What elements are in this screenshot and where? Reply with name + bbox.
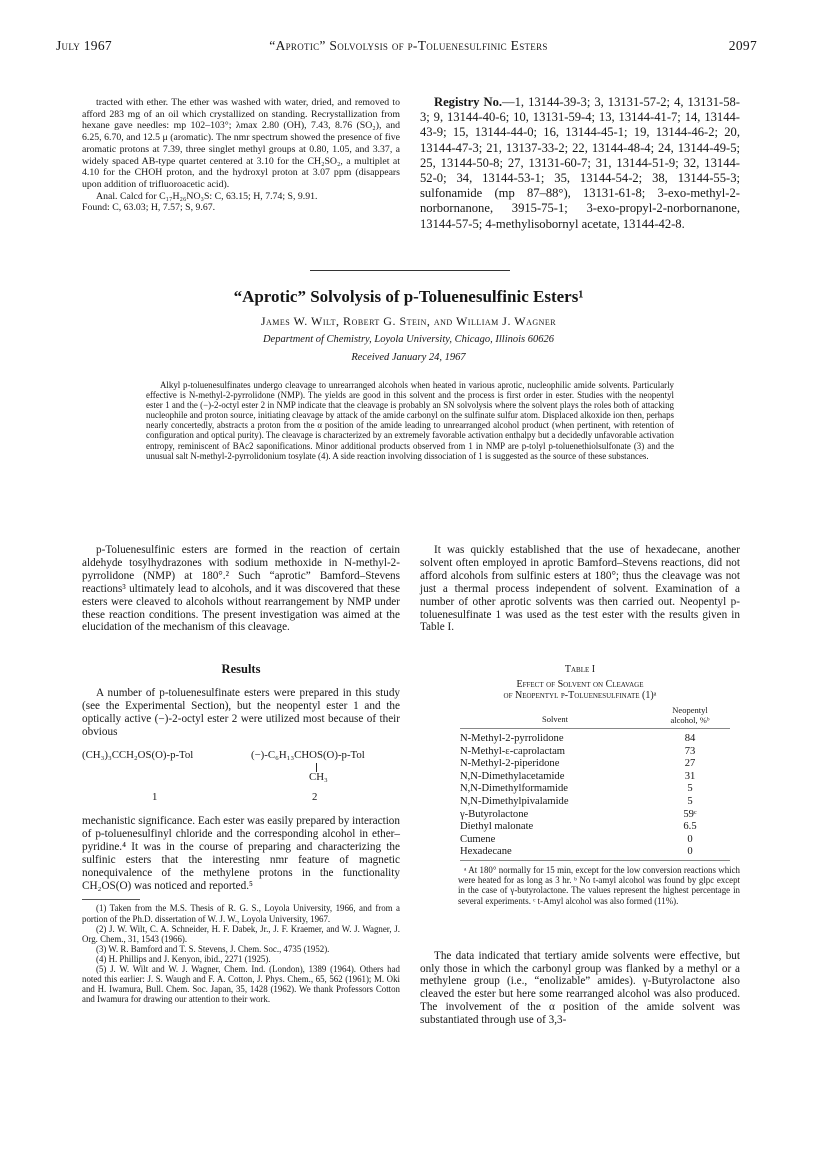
table-cell-yield: 5 bbox=[687, 783, 693, 795]
table-caption-line-2: of Neopentyl p-Toluenesulfinate (1)ᵃ bbox=[503, 690, 657, 702]
table-header-yield bbox=[650, 705, 730, 725]
table-header-rule bbox=[460, 728, 730, 729]
table-row bbox=[460, 744, 730, 757]
table-cell-yield: 84 bbox=[684, 732, 696, 744]
footnote-rule bbox=[82, 899, 140, 900]
table-caption-line-1: Effect of Solvent on Cleavage bbox=[516, 679, 644, 691]
analysis-found: Found: C, 63.03; H, 7.57; S, 9.67. bbox=[82, 202, 216, 214]
table-row bbox=[460, 731, 730, 744]
results-paragraph-1: A number of p-toluenesulfinate esters were prepared in this study (see the Experimental Section), but the neopentyl ester 1 and the optically active (−)-2-octyl ester 2 were utilized most because of their obvious bbox=[82, 687, 400, 739]
title-rule bbox=[310, 270, 510, 271]
received-date: Received January 24, 1967 bbox=[351, 352, 466, 363]
footnote-5: (5) J. W. Wilt and W. J. Wagner, Chem. Ind. (London), 1389 (1964). Others had noted this earlier: J. S. Waugh and F. A. Cotton, J. Phys. Chem., 65, 562 (1961); M. Oki and H. Iwamura, Bull. Chem. Soc. Japan, 35, 1428 (1962). We thank Professors Cotton and Iwamura for drawing our attention to their work. bbox=[82, 963, 400, 1005]
table-header-yield-2: alcohol, %ᵇ bbox=[670, 715, 710, 726]
article-title: “Aprotic” Solvolysis of p-Toluenesulfinic Esters¹ bbox=[233, 287, 584, 306]
abstract-text: Alkyl p-toluenesulfinates undergo cleavage to unrearranged alcohols when heated in various aprotic, nucleophilic amide solvents. Particularly effective is N-methyl-2-pyrrolidone (NMP). The yields are good in this solvent and the process is first order in ester. Studies with the neopentyl ester 1 and the (−)-2-octyl ester 2 in NMP indicate that the cleavage is probably an SN solvolysis where the solvent plays the roles both of attacking nucleophile and proton source, initiating cleavage by attack of the amide carbonyl on the sulfinate sulfur atom. Displaced alkoxide ion then, perhaps nearly concertedly, abstracts a proton from the α position of the amide leading to unrearranged alcohol product (when pertinent, with retention of configuration and optical purity). The cleavage is characterized by an extremely favorable activation enthalpy but a decidedly unfavorable activation entropy, reminiscent of BAc2 saponifications. Minor additional products observed from 1 in NMP are p-tolyl p-toluenethiolsulfonate (3) and the unusual salt N-methyl-2-pyrrolidonium tosylate (4). A side reaction involving dissociation of 1 is suggested as the source of these substances. bbox=[146, 380, 674, 461]
table-row bbox=[460, 820, 730, 833]
table-1 bbox=[420, 664, 740, 905]
intro-paragraph: p-Toluenesulfinic esters are formed in the reaction of certain aldehyde tosylhydrazones with sodium methoxide in N-methyl-2-pyrrolidone (NMP) at 180°.² Such “aprotic” Bamford–Stevens reactions³ ultimately lead to alcohols, and it was discovered that these esters were cleaved to alcohols without rearrangement by NMP under these reaction conditions. The present investigation was aimed at the elucidation of the mechanism of this cleavage. bbox=[82, 544, 400, 634]
running-header-title: “Aprotic” Solvolysis of p-Toluenesulfinic Esters bbox=[269, 38, 548, 53]
registry-numbers bbox=[420, 95, 740, 232]
structure-1: (CH₃)₃CCH₂OS(O)-p-Tol bbox=[82, 748, 194, 761]
table-cell-yield: 31 bbox=[684, 770, 696, 782]
footnote-1: (1) Taken from the M.S. Thesis of R. G. S., Loyola University, 1966, and from a portion of the Ph.D. dissertation of W. J. W., Loyola University, 1967. bbox=[82, 903, 400, 924]
table-cell-yield: 5 bbox=[687, 795, 693, 807]
table-row bbox=[460, 794, 730, 807]
structure-2-branch: CH₃ bbox=[309, 770, 328, 783]
table-body bbox=[460, 731, 730, 857]
structure-1-number: 1 bbox=[152, 790, 158, 803]
table-cell-yield: 59ᶜ bbox=[683, 808, 697, 820]
table-cell-yield: 0 bbox=[687, 846, 693, 858]
footnote-4: (4) H. Phillips and J. Kenyon, ibid., 2271 (1925). bbox=[96, 953, 271, 964]
structure-2-number: 2 bbox=[312, 790, 318, 803]
results-heading: Results bbox=[221, 662, 261, 677]
footnote-3: (3) W. R. Bamford and T. S. Stevens, J. Chem. Soc., 4735 (1952). bbox=[96, 943, 330, 954]
running-header-date: July 1967 bbox=[56, 38, 112, 53]
table-bottom-rule bbox=[460, 860, 730, 861]
registry-text: —1, 13144-39-3; 3, 13131-57-2; 4, 13131-58-3; 9, 13144-40-6; 10, 13131-59-4; 13, 13144-41-7; 14, 13144-43-9; 15, 13144-44-0; 16, 13144-45-1; 19, 13144-46-2; 20, 13144-47-3; 21, 13137-33-2; 22, 13144-48-4; 24, 13144-49-5; 25, 13144-50-8; 27, 13131-60-7; 31, 13144-51-9; 32, 13144-52-0; 34, 13144-53-1; 35, 13144-54-2; 38, 13144-55-3; sulfonamide (mp 87–88°), 13131-61-8; 3-exo-methyl-2-norbornanone, 3915-75-1; 3-exo-propyl-2-norbornanone, 13144-57-5; 4-methylisobornyl acetate, 13144-42-8. bbox=[420, 95, 740, 231]
experimental-paragraph: tracted with ether. The ether was washed with water, dried, and removed to afford 283 mg of an oil which crystallized on standing. Recrystallization from hexane gave needles: mp 102–103°; λmax 2.80 (OH), 7.43, 8.76 (SO₂), and 6.25, 6.70, and 12.5 μ (aromatic). The nmr spectrum showed the presence of five aromatic protons at 7.39, three singlet methyl groups at 0.80, 1.05, and 3.37, a widely spaced AB-type quartet centered at 3.10 for the CH₂SO₂, a multiplet at 4.10 for the CHOH proton, and the hydroxyl proton at 3.07 ppm (disappears upon addition of trifluoroacetic acid). bbox=[82, 97, 400, 190]
table-cell-solvent: N-Methyl-ε-caprolactam bbox=[460, 745, 566, 757]
table-cell-yield: 27 bbox=[684, 758, 696, 770]
table-row bbox=[460, 769, 730, 782]
table-cell-yield: 6.5 bbox=[683, 821, 697, 833]
table-cell-solvent: N,N-Dimethylpivalamide bbox=[460, 795, 569, 807]
table-header-solvent: Solvent bbox=[542, 714, 568, 725]
abstract bbox=[146, 380, 674, 461]
table-label: Table I bbox=[564, 664, 596, 676]
solvent-paragraph: It was quickly established that the use of hexadecane, another solvent often employed in aprotic Bamford–Stevens reactions, did not afford alcohols from sulfinic esters at 180°; thus the cleavage was not just a thermal process independent of solvent. Examination of a number of other aprotic solvents was then carried out. Neopentyl p-toluenesulfinate 1 was used as the test ester with the results given in Table I. bbox=[420, 544, 740, 634]
structures bbox=[82, 749, 400, 815]
page-number: 2097 bbox=[728, 38, 757, 53]
registry-label: Registry No. bbox=[434, 95, 503, 109]
article-affiliation: Department of Chemistry, Loyola University, Chicago, Illinois 60626 bbox=[262, 334, 555, 345]
results-paragraph-2: mechanistic significance. Each ester was easily prepared by interaction of p-toluenesulfinyl chloride and the corresponding alcohol in ether–pyridine.⁴ It was in the course of preparing and characterizing the sulfinic esters that the interesting nmr feature of magnetic nonequivalence of the methylene protons in the functionality CH₂OS(O) was noticed and reported.⁵ bbox=[82, 814, 400, 892]
table-cell-yield: 0 bbox=[687, 833, 693, 845]
footnote-2: (2) J. W. Wilt, C. A. Schneider, H. F. Dabek, Jr., J. F. Kraemer, and W. J. Wagner, J. Org. Chem., 31, 1543 (1966). bbox=[82, 923, 400, 944]
table-note: ᵃ At 180° normally for 15 min, except for the low conversion reactions which were heated for as long as 3 hr. ᵇ No t-amyl alcohol was found by glpc except in the case of γ-butyrolactone. The values represent the highest percentage in several experiments. ᶜ t-Amyl alcohol was also formed (11%). bbox=[458, 865, 740, 906]
table-cell-solvent: Diethyl malonate bbox=[460, 821, 534, 833]
table-cell-solvent: N,N-Dimethylacetamide bbox=[460, 770, 565, 782]
table-row bbox=[460, 832, 730, 845]
table-row bbox=[460, 807, 730, 820]
table-row bbox=[460, 782, 730, 795]
table-row bbox=[460, 845, 730, 858]
table-row bbox=[460, 757, 730, 770]
table-cell-yield: 73 bbox=[684, 745, 696, 757]
table-cell-solvent: N-Methyl-2-piperidone bbox=[460, 758, 560, 770]
left-column bbox=[82, 544, 400, 1004]
table-cell-solvent: N-Methyl-2-pyrrolidone bbox=[460, 732, 564, 744]
table-cell-solvent: Hexadecane bbox=[460, 846, 512, 858]
article-authors: James W. Wilt, Robert G. Stein, and William J. Wagner bbox=[260, 314, 557, 328]
structure-2: (−)-C₆H₁₃CHOS(O)-p-Tol bbox=[251, 748, 365, 761]
table-cell-solvent: Cumene bbox=[460, 833, 496, 845]
table-cell-solvent: γ-Butyrolactone bbox=[460, 808, 529, 820]
right-column bbox=[420, 544, 740, 1027]
table-cell-solvent: N,N-Dimethylformamide bbox=[460, 783, 568, 795]
table-header-yield-1: Neopentyl bbox=[672, 705, 708, 716]
discussion-paragraph: The data indicated that tertiary amide solvents were effective, but only those in which the carbonyl group was flanked by a methyl or a methylene group (i.e., “enolizable” amides). γ-Butyrolactone also cleaved the ester but here some rearranged alcohol was also produced. The involvement of the α position of the amide solvent was substantiated through use of 3,3- bbox=[420, 949, 740, 1027]
previous-article-end bbox=[82, 97, 400, 214]
table-header bbox=[420, 705, 740, 725]
analysis-calcd: Anal. Calcd for C₁₇H₂₆NO₃S: C, 63.15; H, 7.74; S, 9.91. bbox=[96, 190, 318, 202]
